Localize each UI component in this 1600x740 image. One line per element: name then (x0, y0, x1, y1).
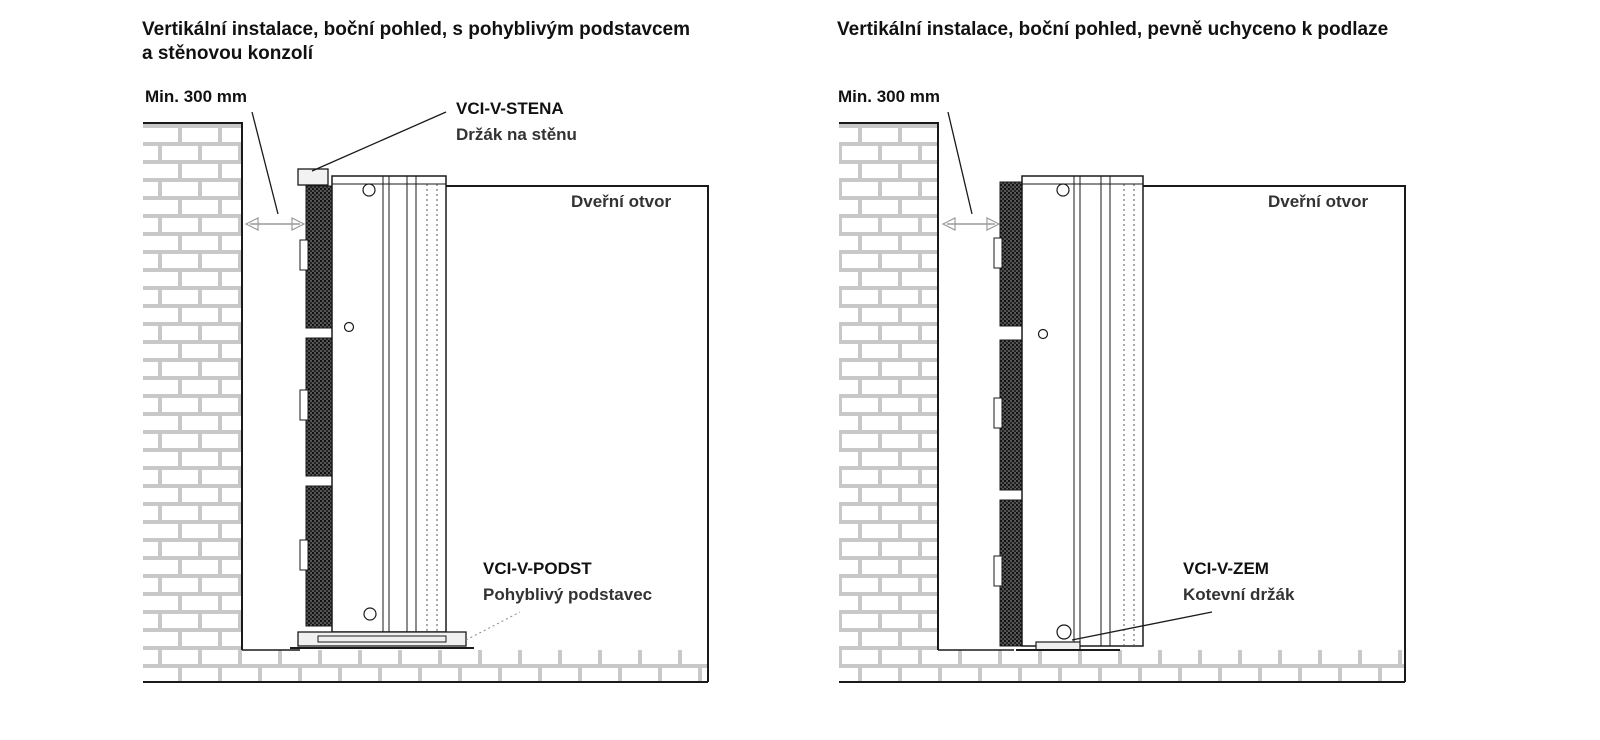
right-anchor-desc: Kotevní držák (1183, 585, 1295, 604)
left-clearance-arrow (246, 112, 304, 230)
left-door-label: Dveřní otvor (571, 192, 672, 211)
right-clearance-label: Min. 300 mm (838, 87, 941, 106)
right-unit-body (1022, 176, 1143, 646)
left-bracket-desc: Držák na stěnu (456, 125, 577, 144)
left-stand-code: VCI-V-PODST (483, 559, 592, 578)
right-unit-fans (994, 182, 1022, 646)
left-title-line2: a stěnovou konzolí (142, 43, 314, 64)
left-unit-fans (300, 186, 332, 626)
left-unit-body (332, 176, 446, 632)
right-wall (839, 123, 938, 650)
right-title: Vertikální instalace, boční pohled, pevně uchyceno k podlaze (837, 19, 1389, 40)
left-clearance-label: Min. 300 mm (145, 87, 248, 106)
right-door-label: Dveřní otvor (1268, 192, 1369, 211)
right-clearance-arrow (943, 112, 999, 230)
right-floor (839, 650, 1405, 682)
left-wall-bracket (298, 169, 328, 185)
left-stand-desc: Pohyblivý podstavec (483, 585, 653, 604)
left-title-line1: Vertikální instalace, boční pohled, s pohyblivým podstavcem (142, 19, 690, 40)
left-door-opening (446, 186, 708, 682)
right-door-opening (1143, 186, 1405, 682)
left-floor (143, 650, 708, 682)
left-wall (143, 123, 242, 650)
right-anchor-code: VCI-V-ZEM (1183, 559, 1269, 578)
left-bracket-code: VCI-V-STENA (456, 99, 564, 118)
